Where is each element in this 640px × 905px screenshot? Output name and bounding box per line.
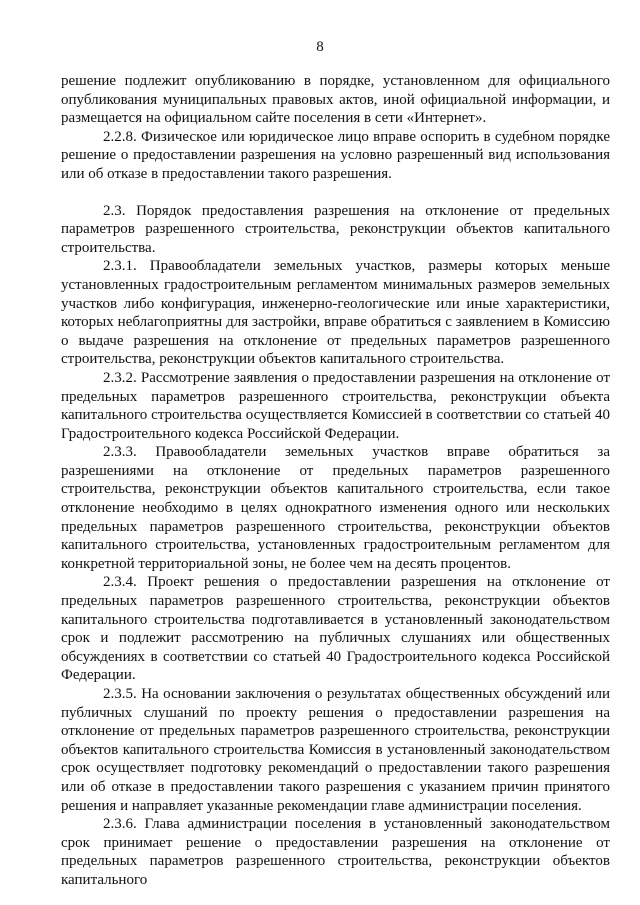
document-body	[61, 72, 610, 890]
paragraph-2-3-3: 2.3.3. Правообладатели земельных участков вправе обратиться за разрешениями на отклонение от предельных параметров разрешенного строительства, реконструкции объектов капитального строительства, если такое отклонение необходимо в целях однократного изменения одного или нескольких предельных параметров разрешенного строительства, реконструкции объектов капитального строительства, установленных градостроительным регламентом для конкретной территориальной зоны, не более чем на десять процентов.	[61, 444, 610, 572]
section-gap	[61, 184, 610, 202]
paragraph-2-3-5: 2.3.5. На основании заключения о результатах общественных обсуждений или публичных слушаний по проекту решения о предоставлении разрешения на отклонение от предельных параметров разрешенного строительства, реконструкции объектов капитального строительства Комиссия в установленный законодательством срок осуществляет подготовку рекомендаций о предоставлении такого разрешения или об отказе в предоставлении такого разрешения с указанием причин принятого решения и направляет указанные рекомендации главе администрации поселения.	[61, 686, 610, 814]
page-number: 8	[316, 39, 324, 55]
paragraph-continuation: решение подлежит опубликованию в порядке, установленном для официального опубликования муниципальных правовых актов, иной официальной информации, и размещается на официальном сайте поселения в сети «Интернет».	[61, 73, 610, 127]
paragraph-2-2-8: 2.2.8. Физическое или юридическое лицо вправе оспорить в судебном порядке решение о предоставлении разрешения на условно разрешенный вид использования или об отказе в предоставлении такого разрешения.	[61, 128, 610, 182]
section-heading-2-3: 2.3. Порядок предоставления разрешения на отклонение от предельных параметров разрешенного строительства, реконструкции объектов капитального строительства.	[61, 202, 610, 256]
paragraph-2-3-4: 2.3.4. Проект решения о предоставлении разрешения на отклонение от предельных параметров разрешенного строительства, реконструкции объектов капитального строительства подготавливается в установленный законодательством срок и подлежит рассмотрению на публичных слушаниях или общественных обсуждениях в соответствии со статьей 40 Градостроительного кодекса Российской Федерации.	[61, 574, 610, 684]
paragraph-2-3-1: 2.3.1. Правообладатели земельных участков, размеры которых меньше установленных градостроительным регламентом минимальных размеров земельных участков либо конфигурация, инженерно-геологические или иные характеристики, которых неблагоприятны для застройки, вправе обратиться с заявлением в Комиссию о выдаче разрешения на отклонение от предельных параметров разрешенного строительства, реконструкции объектов капитального строительства.	[61, 258, 610, 368]
paragraph-2-3-2: 2.3.2. Рассмотрение заявления о предоставлении разрешения на отклонение от предельных параметров разрешенного строительства, реконструкции объекта капитального строительства осуществляется Комиссией в соответствии со статьей 40 Градостроительного кодекса Российской Федерации.	[61, 369, 610, 442]
paragraph-2-3-6: 2.3.6. Глава администрации поселения в установленный законодательством срок принимает решение о предоставлении разрешения на отклонение от предельных параметров разрешенного строительства, реконструкции объектов капитального	[61, 816, 610, 888]
